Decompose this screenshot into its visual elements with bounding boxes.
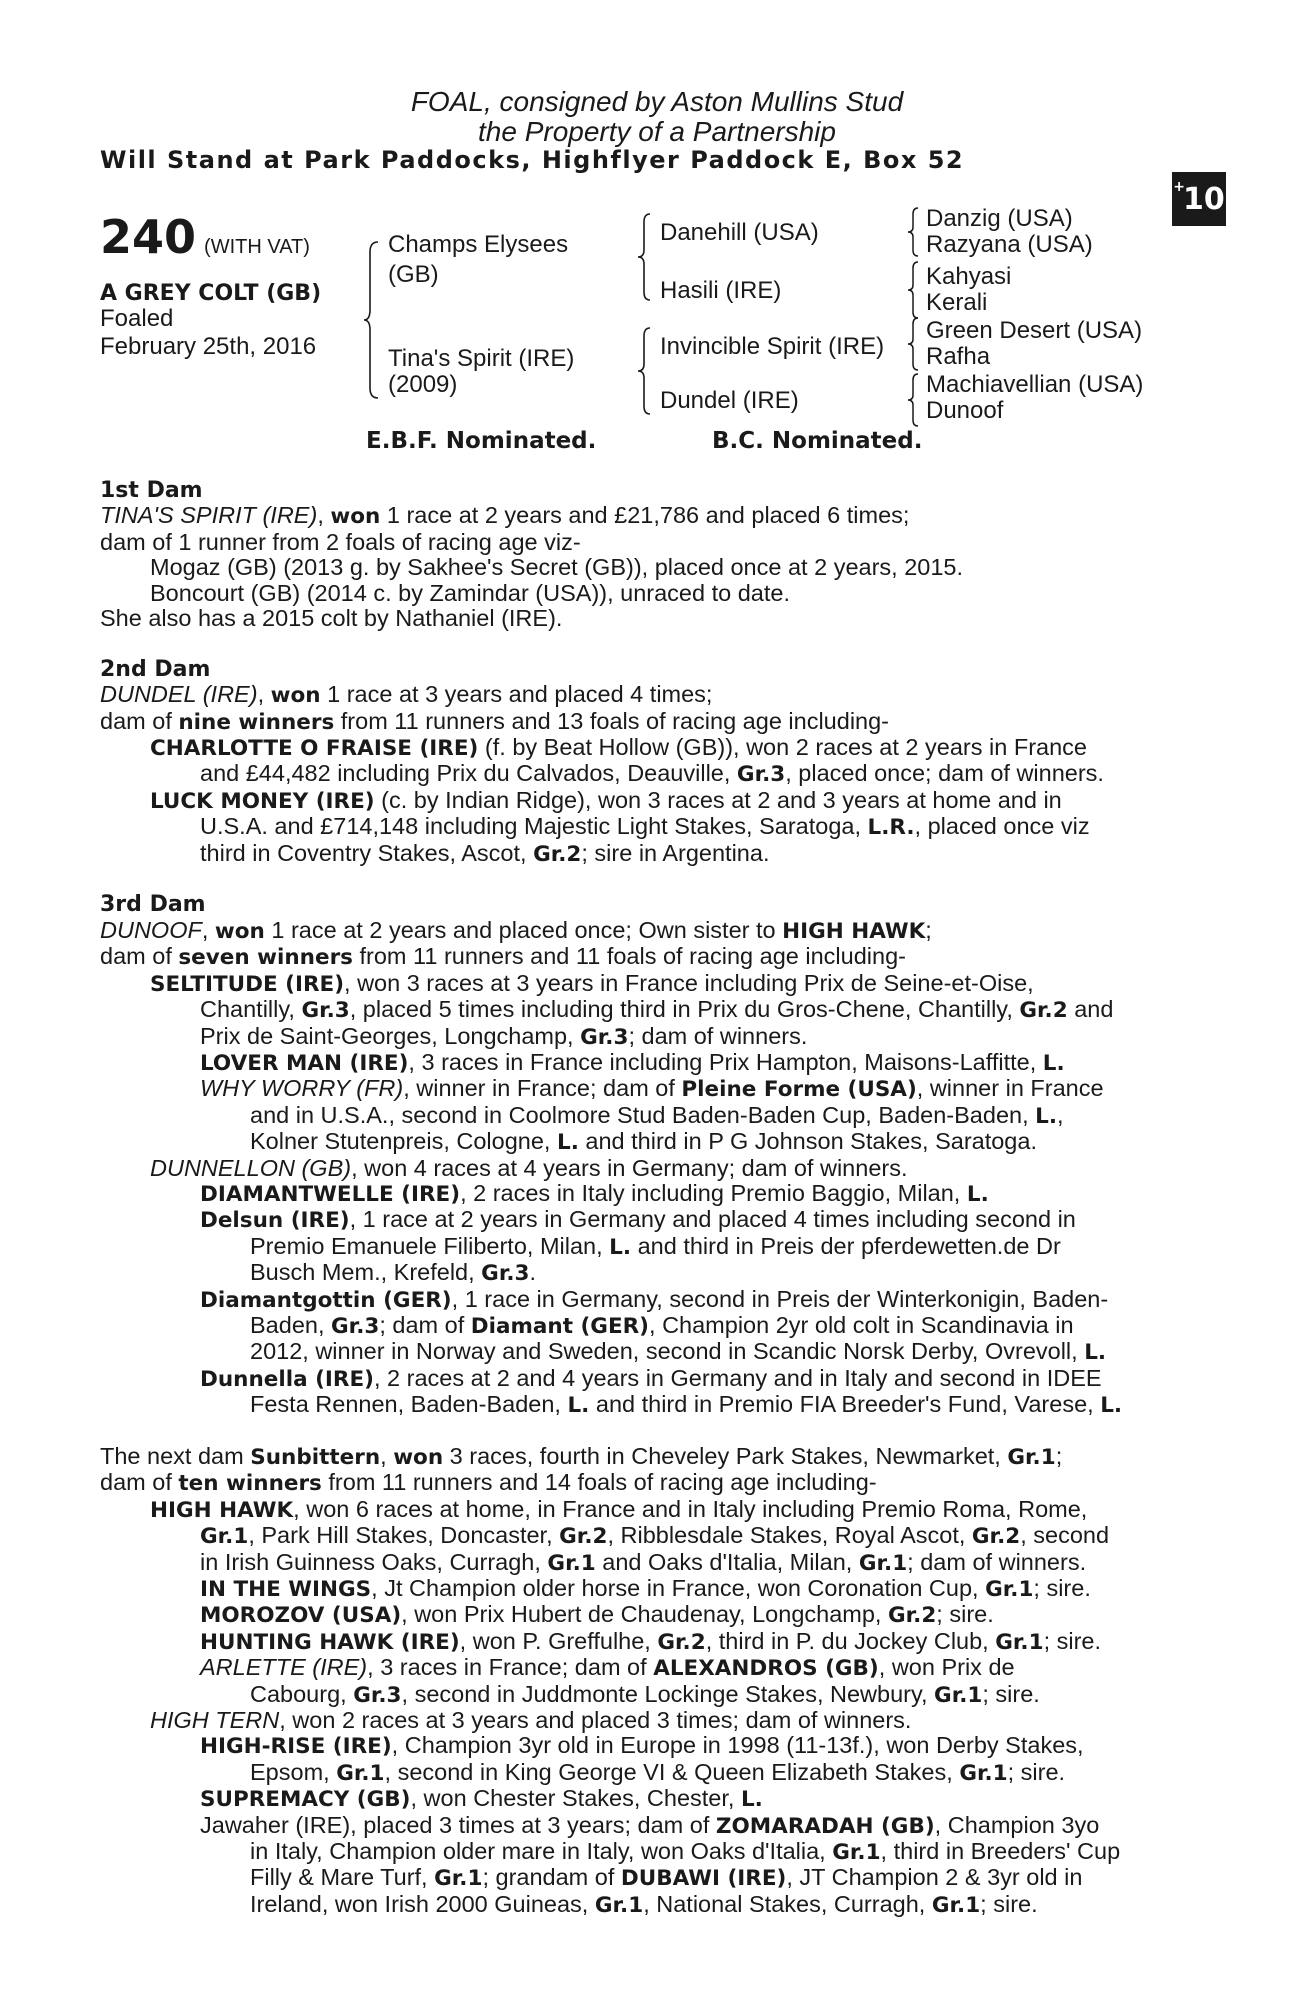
sire-dam-dam: Kerali	[926, 289, 988, 316]
first-dam-heading: 1st Dam	[100, 478, 203, 503]
entry-delsun-cont: Premio Emanuele Filiberto, Milan, L. and third in Preis der pferdewetten.de Dr	[250, 1232, 1061, 1260]
lot-number-value: 240	[100, 210, 197, 264]
entry-seltitude: SELTITUDE (IRE), won 3 races at 3 years in France including Prix de Seine-et-Oise,	[150, 969, 1034, 997]
sire-dam-brace	[362, 240, 384, 400]
sire-name: Champs Elysees	[388, 231, 569, 258]
dam-dam-sire: Machiavellian (USA)	[926, 371, 1144, 398]
second-dam-produce: dam of nine winners from 11 runners and 13 foals of racing age including-	[100, 707, 890, 735]
first-dam-line: TINA'S SPIRIT (IRE), won 1 race at 2 years and £21,786 and placed 6 times;	[100, 502, 910, 530]
vat-badge	[1172, 172, 1226, 226]
entry-charlotte-cont: and £44,482 including Prix du Calvados, Deauville, Gr.3, placed once; dam of winners.	[200, 760, 1104, 788]
dam-line-brace	[636, 326, 654, 416]
brace-ds	[906, 316, 922, 372]
entry-why-worry-cont2: Kolner Stutenpreis, Cologne, L. and third in P G Johnson Stakes, Saratoga.	[250, 1128, 1037, 1156]
dam-dam: Dundel (IRE)	[660, 387, 799, 414]
dam-sire-sire: Green Desert (USA)	[926, 317, 1143, 344]
property-line: the Property of a Partnership	[478, 116, 836, 147]
brace-ss	[906, 206, 922, 258]
sire-sire-sire: Danzig (USA)	[926, 205, 1073, 232]
foaled-date: February 25th, 2016	[100, 333, 317, 360]
entry-diamantwelle: DIAMANTWELLE (IRE), 2 races in Italy including Premio Baggio, Milan, L.	[200, 1179, 989, 1207]
dam-sire-dam: Rafha	[926, 343, 991, 370]
entry-high-rise: HIGH-RISE (IRE), Champion 3yr old in Europe in 1998 (11-13f.), won Derby Stakes,	[200, 1732, 1084, 1760]
entry-why-worry-cont: and in U.S.A., second in Coolmore Stud Baden-Baden Cup, Baden-Baden, L.,	[250, 1101, 1064, 1129]
sire-sire: Danehill (USA)	[660, 219, 819, 246]
entry-high-hawk-cont: Gr.1, Park Hill Stakes, Doncaster, Gr.2, Ribblesdale Stakes, Royal Ascot, Gr.2, second	[200, 1522, 1110, 1550]
entry-dunnella-cont: Festa Rennen, Baden-Baden, L. and third in Premio FIA Breeder's Fund, Varese, L.	[250, 1391, 1123, 1419]
vat-label: (WITH VAT)	[204, 236, 310, 258]
entry-jawaher-cont: in Italy, Champion older mare in Italy, won Oaks d'Italia, Gr.1, third in Breeders' Cup	[250, 1838, 1121, 1866]
sire-line-brace	[636, 212, 654, 302]
consignor-line: FOAL, consigned by Aston Mullins Stud	[410, 86, 904, 117]
entry-arlette: ARLETTE (IRE), 3 races in France; dam of ALEXANDROS (GB), won Prix de	[200, 1654, 1015, 1682]
sire-sire-dam: Razyana (USA)	[926, 231, 1093, 258]
brace-dd	[906, 372, 922, 428]
entry-delsun-cont2: Busch Mem., Krefeld, Gr.3.	[250, 1259, 537, 1287]
entry-dunnellon: DUNNELLON (GB), won 4 races at 4 years in Germany; dam of winners.	[150, 1154, 908, 1181]
entry-high-hawk-cont2: in Irish Guinness Oaks, Curragh, Gr.1 and Oaks d'Italia, Milan, Gr.1; dam of winners.	[200, 1548, 1087, 1576]
entry-high-hawk: HIGH HAWK, won 6 races at home, in France and in Italy including Premio Roma, Rome,	[150, 1495, 1088, 1523]
stand-location: Will Stand at Park Paddocks, Highflyer Paddock E, Box 52	[100, 146, 965, 174]
foaled-label: Foaled	[100, 305, 174, 332]
lot-name: A GREY COLT (GB)	[100, 281, 322, 306]
entry-luck-money-cont2: third in Coventry Stakes, Ascot, Gr.2; sire in Argentina.	[200, 839, 770, 867]
third-dam-heading: 3rd Dam	[100, 892, 206, 918]
first-dam-produce: dam of 1 runner from 2 foals of racing age viz-	[100, 528, 581, 555]
entry-diamantgottin: Diamantgottin (GER), 1 race in Germany, second in Preis der Winterkonigin, Baden-	[200, 1285, 1109, 1313]
entry-luck-money: LUCK MONEY (IRE) (c. by Indian Ridge), won 3 races at 2 and 3 years at home and in	[150, 786, 1062, 814]
next-dam-produce: dam of ten winners from 11 runners and 14 foals of racing age including-	[100, 1469, 877, 1497]
entry-jawaher-cont2: Filly & Mare Turf, Gr.1; grandam of DUBAWI (IRE), JT Champion 2 & 3yr old in	[250, 1864, 1083, 1892]
entry-lover-man: LOVER MAN (IRE), 3 races in France including Prix Hampton, Maisons-Laffitte, L.	[200, 1048, 1065, 1076]
third-dam-line: DUNOOF, won 1 race at 2 years and placed once; Own sister to HIGH HAWK;	[100, 916, 932, 944]
entry-why-worry: WHY WORRY (FR), winner in France; dam of Pleine Forme (USA), winner in France	[200, 1075, 1104, 1103]
first-dam-note: She also has a 2015 colt by Nathaniel (IRE).	[100, 605, 563, 632]
dam-name: Tina's Spirit (IRE)	[388, 345, 575, 372]
catalogue-text	[100, 478, 1210, 1918]
sire-suffix: (GB)	[388, 261, 439, 288]
entry-supremacy: SUPREMACY (GB), won Chester Stakes, Chester, L.	[200, 1785, 763, 1813]
badge-plus: +	[1173, 179, 1185, 195]
lot-number	[100, 210, 310, 264]
sire-dam: Hasili (IRE)	[660, 277, 782, 304]
entry-high-tern: HIGH TERN, won 2 races at 3 years and placed 3 times; dam of winners.	[150, 1707, 912, 1734]
entry-morozov: MOROZOV (USA), won Prix Hubert de Chaudenay, Longchamp, Gr.2; sire.	[200, 1601, 994, 1629]
entry-diamantgottin-cont: Baden, Gr.3; dam of Diamant (GER), Champion 2yr old colt in Scandinavia in	[250, 1311, 1074, 1339]
entry-arlette-cont: Cabourg, Gr.3, second in Juddmonte Lockinge Stakes, Newbury, Gr.1; sire.	[250, 1680, 1040, 1708]
entry-charlotte: CHARLOTTE O FRAISE (IRE) (f. by Beat Hollow (GB)), won 2 races at 2 years in France	[150, 734, 1087, 762]
entry-seltitude-cont2: Prix de Saint-Georges, Longchamp, Gr.3; dam of winners.	[200, 1022, 808, 1050]
entry-in-the-wings: IN THE WINGS, Jt Champion older horse in France, won Coronation Cup, Gr.1; sire.	[200, 1575, 1091, 1603]
dam-year: (2009)	[388, 371, 458, 398]
badge-number: 10	[1182, 181, 1225, 217]
ebf-nominated: E.B.F. Nominated.	[366, 428, 597, 454]
entry-jawaher: Jawaher (IRE), placed 3 times at 3 years; dam of ZOMARADAH (GB), Champion 3yo	[200, 1811, 1100, 1839]
dam-dam-dam: Dunoof	[926, 397, 1004, 424]
produce-boncourt: Boncourt (GB) (2014 c. by Zamindar (USA)), unraced to date.	[150, 579, 790, 606]
second-dam-line: DUNDEL (IRE), won 1 race at 3 years and placed 4 times;	[100, 681, 713, 709]
dam-sire: Invincible Spirit (IRE)	[660, 333, 885, 360]
sire-dam-sire: Kahyasi	[926, 263, 1012, 290]
entry-high-rise-cont: Epsom, Gr.1, second in King George VI & Queen Elizabeth Stakes, Gr.1; sire.	[250, 1758, 1066, 1786]
next-dam-line: The next dam Sunbittern, won 3 races, fourth in Cheveley Park Stakes, Newmarket, Gr.1;	[100, 1442, 1063, 1470]
entry-dunnella: Dunnella (IRE), 2 races at 2 and 4 years in Germany and in Italy and second in IDEE	[200, 1364, 1102, 1392]
third-dam-produce: dam of seven winners from 11 runners and 11 foals of racing age including-	[100, 943, 906, 971]
entry-diamantgottin-cont2: 2012, winner in Norway and Sweden, second in Scandic Norsk Derby, Ovrevoll, L.	[250, 1338, 1107, 1366]
entry-luck-money-cont: U.S.A. and £714,148 including Majestic Light Stakes, Saratoga, L.R., placed once viz	[200, 813, 1090, 841]
brace-sd	[906, 260, 922, 320]
second-dam-heading: 2nd Dam	[100, 656, 211, 682]
entry-hunting-hawk: HUNTING HAWK (IRE), won P. Greffulhe, Gr.2, third in P. du Jockey Club, Gr.1; sire.	[200, 1627, 1102, 1655]
produce-mogaz: Mogaz (GB) (2013 g. by Sakhee's Secret (GB)), placed once at 2 years, 2015.	[150, 554, 964, 581]
entry-delsun: Delsun (IRE), 1 race at 2 years in Germany and placed 4 times including second in	[200, 1206, 1076, 1234]
bc-nominated: B.C. Nominated.	[712, 428, 923, 454]
entry-jawaher-cont3: Ireland, won Irish 2000 Guineas, Gr.1, National Stakes, Curragh, Gr.1; sire.	[250, 1890, 1038, 1918]
entry-seltitude-cont: Chantilly, Gr.3, placed 5 times including third in Prix du Gros-Chene, Chantilly, Gr.2 and	[200, 996, 1114, 1024]
